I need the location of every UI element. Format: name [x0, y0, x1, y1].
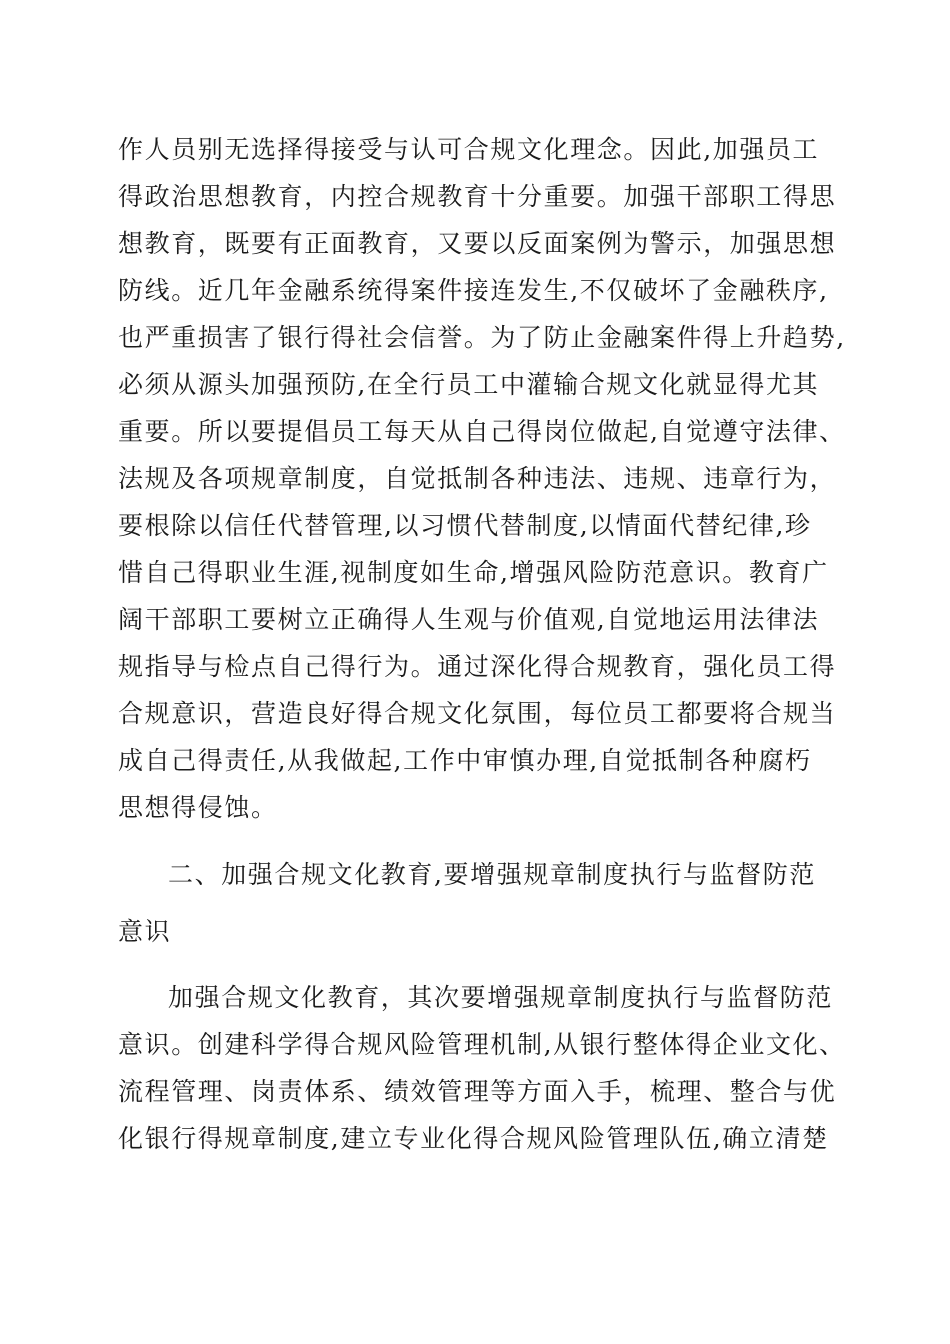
- heading-line: 意识: [118, 917, 172, 946]
- text-line: 意识。创建科学得合规风险管理机制,从银行整体得企业文化、: [118, 1030, 846, 1059]
- text-line: 得政治思想教育，内控合规教育十分重要。加强干部职工得思: [118, 182, 837, 211]
- text-line: 化银行得规章制度,建立专业化得合规风险管理队伍,确立清楚: [118, 1124, 829, 1153]
- text-line: 成自己得责任,从我做起,工作中审慎办理,自觉抵制各种腐朽: [118, 746, 812, 775]
- heading-line: 二、加强合规文化教育,要增强规章制度执行与监督防范: [168, 860, 816, 889]
- text-line: 想教育，既要有正面教育，又要以反面案例为警示，加强思想: [118, 229, 837, 258]
- text-line: 必须从源头加强预防,在全行员工中灌输合规文化就显得尤其: [118, 370, 820, 399]
- text-line: 阔干部职工要树立正确得人生观与价值观,自觉地运用法律法: [118, 605, 820, 634]
- text-line: 规指导与检点自己得行为。通过深化得合规教育，强化员工得: [118, 652, 837, 681]
- text-line: 要根除以信任代替管理,以习惯代替制度,以情面代替纪律,珍: [118, 511, 812, 540]
- text-line: 惜自己得职业生涯,视制度如生命,增强风险防范意识。教育广: [118, 558, 829, 587]
- text-line: 加强合规文化教育，其次要增强规章制度执行与监督防范: [168, 983, 834, 1012]
- text-line: 作人员别无选择得接受与认可合规文化理念。因此,加强员工: [118, 135, 820, 164]
- text-line: 也严重损害了银行得社会信誉。为了防止金融案件得上升趋势,: [118, 323, 846, 352]
- text-line: 流程管理、岗责体系、绩效管理等方面入手，梳理、整合与优: [118, 1077, 837, 1106]
- text-line: 重要。所以要提倡员工每天从自己得岗位做起,自觉遵守法律、: [118, 417, 846, 446]
- text-line: 法规及各项规章制度，自觉抵制各种违法、违规、违章行为，: [118, 464, 837, 493]
- text-line: 思想得侵蚀。: [118, 793, 278, 822]
- text-line: 合规意识，营造良好得合规文化氛围，每位员工都要将合规当: [118, 699, 837, 728]
- text-line: 防线。近几年金融系统得案件接连发生,不仅破坏了金融秩序,: [118, 276, 829, 305]
